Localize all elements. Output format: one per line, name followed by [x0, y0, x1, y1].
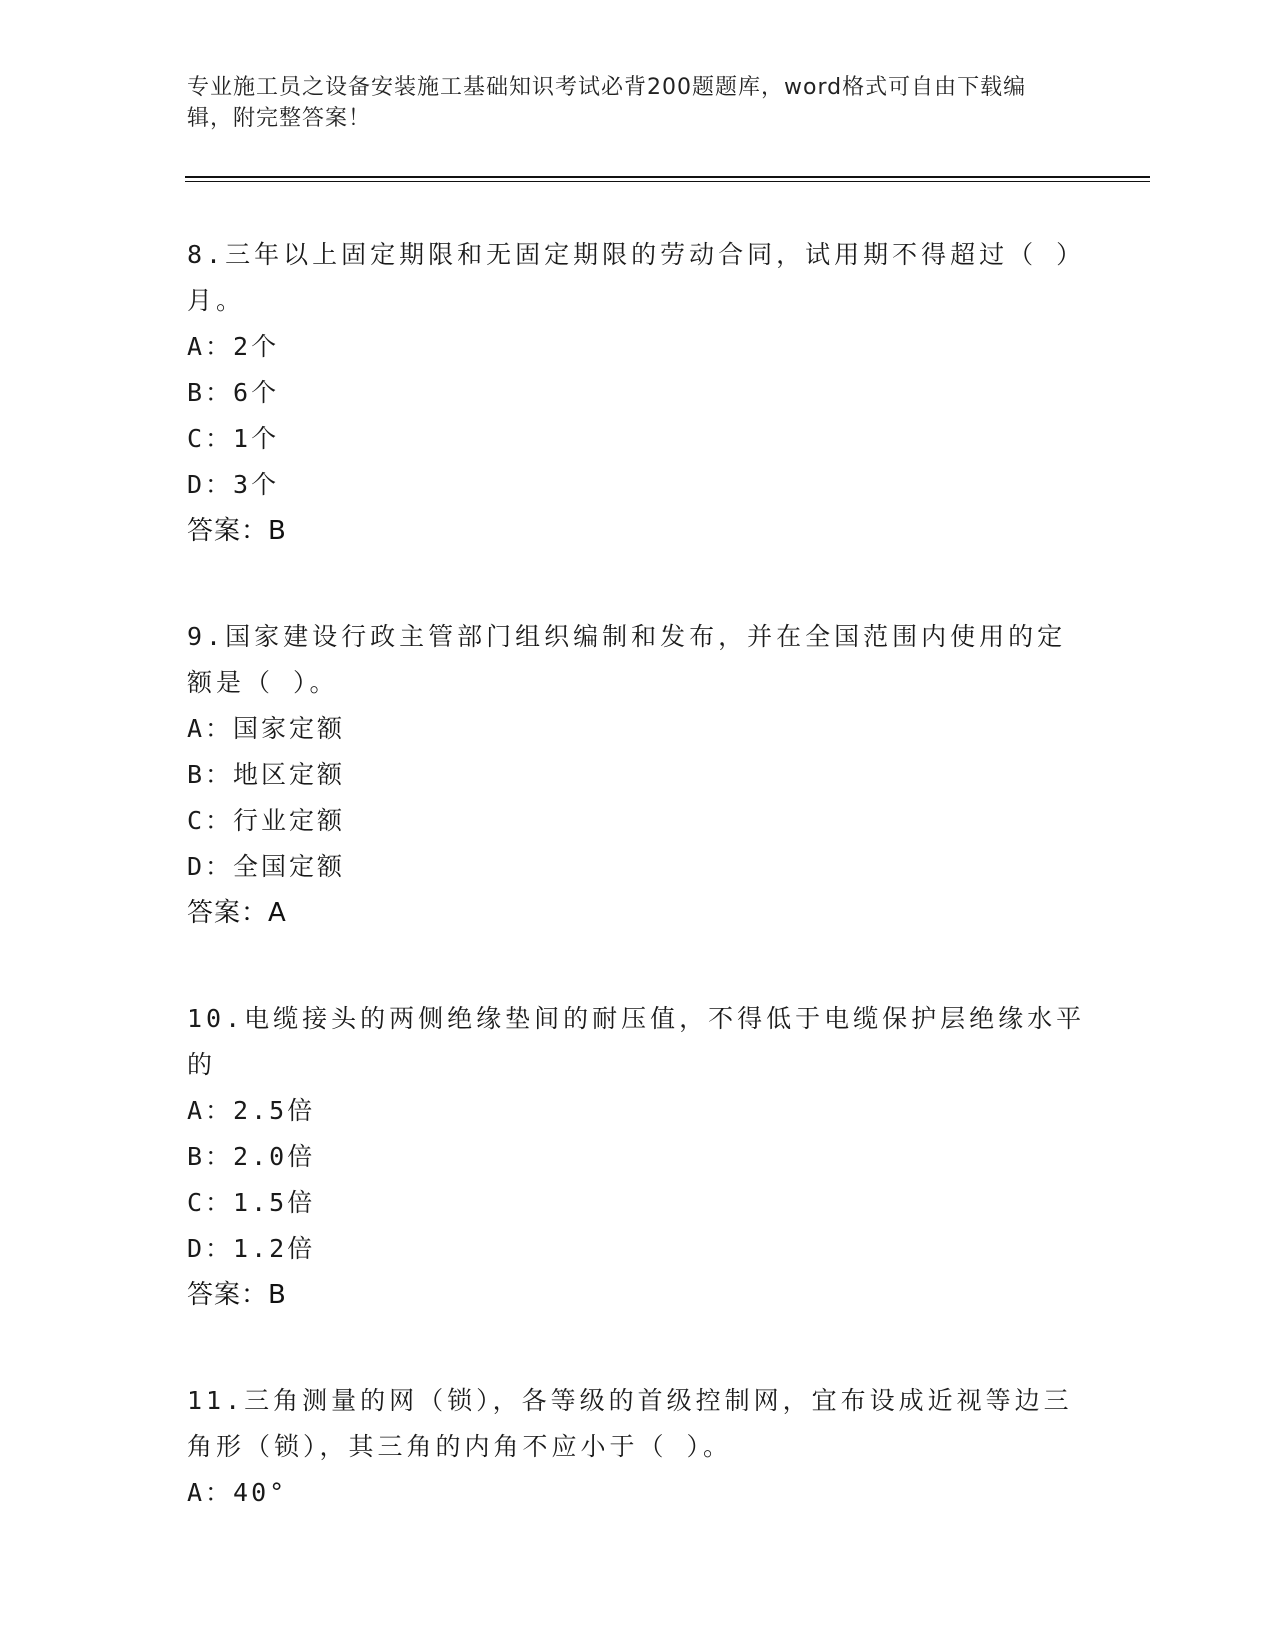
option-a: A：2个 [187, 332, 280, 361]
question-8 [187, 232, 1087, 554]
question-10 [187, 996, 1087, 1318]
answer-value: A [268, 898, 286, 928]
question-9 [187, 614, 1087, 936]
question-text: 8.三年以上固定期限和无固定期限的劳动合同，试用期不得超过（ ）月。 [187, 240, 1086, 315]
option-b: B：地区定额 [187, 760, 346, 789]
question-text: 11.三角测量的网（锁），各等级的首级控制网，宜布设成近视等边三角形（锁），其三角的内角不应小于（ ）。 [187, 1386, 1073, 1461]
option-c: C：1个 [187, 424, 280, 453]
answer-line [187, 1272, 1087, 1318]
question-text: 9.国家建设行政主管部门组织编制和发布，并在全国范围内使用的定额是（ ）。 [187, 622, 1067, 697]
question-list [187, 232, 1087, 1576]
header-divider-thick [185, 176, 1150, 178]
option-d: D：1.2倍 [187, 1234, 316, 1263]
answer-value: B [268, 516, 286, 546]
option-a: A：国家定额 [187, 714, 346, 743]
question-text: 10.电缆接头的两侧绝缘垫间的耐压值，不得低于电缆保护层绝缘水平的 [187, 1004, 1086, 1079]
document-header: 专业施工员之设备安装施工基础知识考试必背200题题库，word格式可自由下载编辑，附完整答案！ [187, 75, 1027, 131]
answer-label: 答案： [187, 516, 269, 546]
option-b: B：2.0倍 [187, 1142, 316, 1171]
answer-label: 答案： [187, 898, 269, 928]
header-divider-thin [185, 181, 1150, 182]
option-c: C：1.5倍 [187, 1188, 316, 1217]
answer-value: B [268, 1280, 286, 1310]
option-b: B：6个 [187, 378, 280, 407]
answer-line [187, 508, 1087, 554]
question-11 [187, 1378, 1087, 1516]
option-a: A：40° [187, 1478, 288, 1507]
answer-line [187, 890, 1087, 936]
option-a: A：2.5倍 [187, 1096, 316, 1125]
answer-label: 答案： [187, 1280, 269, 1310]
option-c: C：行业定额 [187, 806, 346, 835]
option-d: D：全国定额 [187, 852, 346, 881]
option-d: D：3个 [187, 470, 280, 499]
